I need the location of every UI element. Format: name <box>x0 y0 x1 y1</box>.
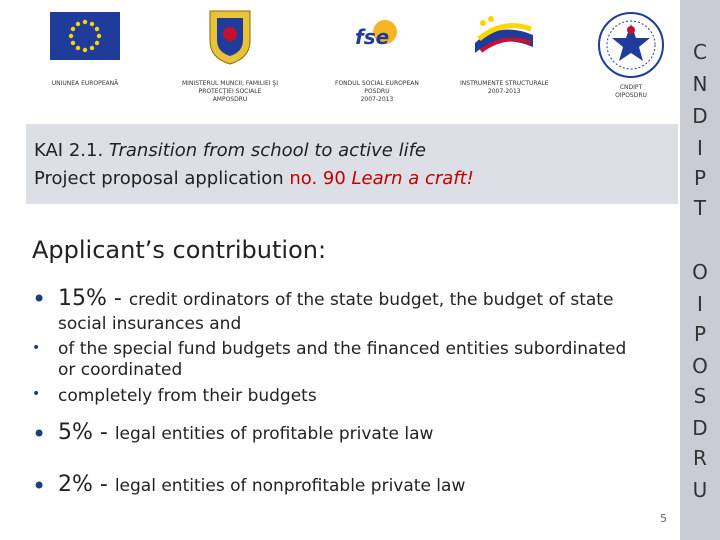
fse-logo <box>335 10 419 104</box>
sub-item-special-funds-cont: or coordinated <box>58 360 183 380</box>
title-kai-text: Transition from school to active life <box>108 140 426 161</box>
bullet-icon: • <box>32 472 47 500</box>
fse-caption: FONDUL SOCIAL EUROPEAN POSDRU 2007-2013 <box>335 80 419 103</box>
title-box <box>26 124 678 204</box>
eu-logo <box>50 10 120 88</box>
bullet-icon: • <box>32 340 41 356</box>
ministry-caption: MINISTERUL MUNCII, FAMILIEI ŞI PROTECŢIEI SOCIALE AMPOSDRU <box>182 80 278 103</box>
fse-icon <box>342 10 412 62</box>
sidebar-letter: S <box>693 384 707 408</box>
sidebar-letter: C <box>693 40 707 64</box>
sub-item-own-budgets: completely from their budgets <box>58 386 317 406</box>
instruments-caption: INSTRUMENTE STRUCTURALE 2007-2013 <box>460 80 549 95</box>
sidebar-letter: O <box>692 260 708 284</box>
sidebar-letter: I <box>697 292 703 316</box>
contribution-15-text: credit ordinators of the state budget, the budget of state <box>128 290 614 310</box>
sidebar-letter: O <box>692 354 708 378</box>
sidebar-letter: N <box>692 72 708 96</box>
structural-instruments-icon <box>469 10 539 62</box>
coat-of-arms-icon <box>195 10 265 62</box>
sidebar-letter: U <box>692 478 708 502</box>
bullet-icon: • <box>32 420 47 448</box>
contribution-15 <box>58 286 613 311</box>
sidebar-letter: I <box>697 136 703 160</box>
sidebar-letter: T <box>693 196 707 220</box>
contribution-2-text: legal entities of nonprofitable private law <box>114 476 466 496</box>
sidebar-acronym <box>680 0 720 540</box>
percent-2: 2% - <box>58 472 115 497</box>
title-kai: KAI 2.1. <box>34 140 109 161</box>
title-project-name: Learn a craft! <box>351 168 474 189</box>
eu-flag-icon <box>50 10 120 62</box>
bullet-icon: • <box>32 386 41 402</box>
sidebar-letter: P <box>693 322 707 346</box>
ministry-logo <box>182 10 278 104</box>
sidebar-letter: P <box>693 166 707 190</box>
contribution-heading: Applicant’s contribution: <box>32 236 327 264</box>
percent-15: 15% - <box>58 286 129 311</box>
title-number: no. 90 <box>289 168 352 189</box>
sidebar-letter: D <box>692 104 708 128</box>
contribution-5 <box>58 420 433 445</box>
contribution-15-cont: social insurances and <box>58 314 242 334</box>
percent-5: 5% - <box>58 420 115 445</box>
logo-row <box>0 0 680 120</box>
contribution-2 <box>58 472 465 497</box>
cndipt-icon <box>596 10 666 80</box>
eu-caption: UNIUNEA EUROPEANĂ <box>51 80 119 87</box>
sidebar-letter: R <box>693 446 707 470</box>
title-project: Project proposal application <box>34 168 290 189</box>
title-line-2 <box>34 168 474 189</box>
contribution-5-text: legal entities of profitable private law <box>114 424 434 444</box>
cndipt-logo <box>596 10 666 100</box>
cndipt-caption: CNDIPT OIPOSDRU <box>615 84 647 99</box>
page-number: 5 <box>660 512 667 525</box>
svg-text:fse: fse <box>354 25 390 49</box>
title-line-1 <box>34 140 426 161</box>
instruments-logo <box>460 10 549 96</box>
sub-item-special-funds: of the special fund budgets and the financed entities subordinated <box>58 339 627 359</box>
bullet-icon: • <box>32 285 47 313</box>
sidebar-letter: D <box>692 416 708 440</box>
